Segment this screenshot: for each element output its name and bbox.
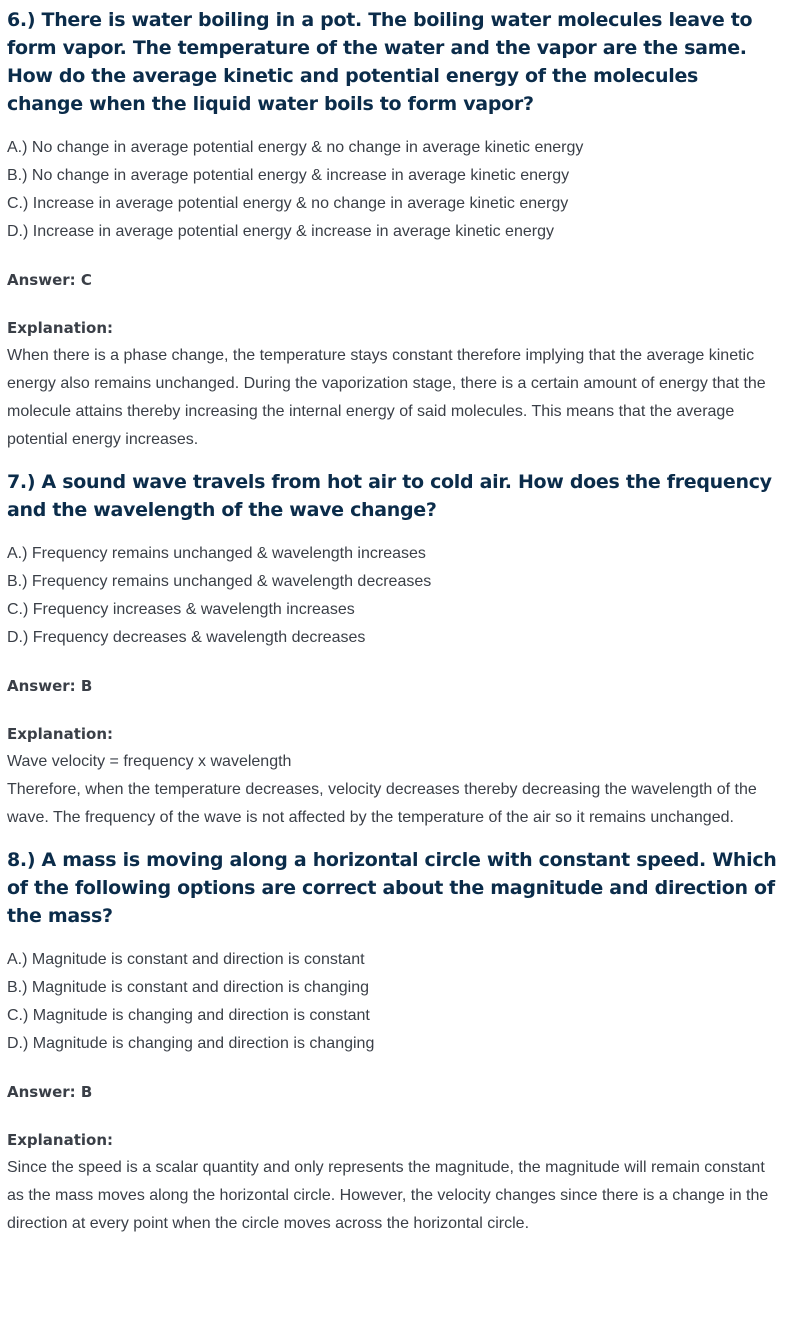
question-title: 7.) A sound wave travels from hot air to cold air. How does the frequency and the wavelength of the wave change?	[7, 471, 772, 521]
option-a: A.) No change in average potential energy & no change in average kinetic energy	[7, 139, 584, 156]
question-6	[7, 6, 780, 454]
explanation-label: Explanation:	[7, 319, 114, 337]
option-b: B.) Frequency remains unchanged & wavelength decreases	[7, 573, 432, 590]
explanation-text: Therefore, when the temperature decreases, velocity decreases thereby decreasing the wavelength of the wave. The frequency of the wave is not affected by the temperature of the air so it remains unchanged.	[7, 781, 757, 826]
option-a: A.) Frequency remains unchanged & wavelength increases	[7, 545, 426, 562]
option-d: D.) Magnitude is changing and direction is changing	[7, 1035, 375, 1052]
option-a: A.) Magnitude is constant and direction is constant	[7, 951, 365, 968]
explanation-text: When there is a phase change, the temperature stays constant therefore implying that the average kinetic energy also remains unchanged. During the vaporization stage, there is a certain amount of energy that the molecule attains thereby increasing the internal energy of said molecules. This means that the average potential energy increases.	[7, 347, 766, 448]
explanation-text: Since the speed is a scalar quantity and only represents the magnitude, the magnitude will remain constant as the mass moves along the horizontal circle. However, the velocity changes since there is a change in the direction at every point when the circle moves across the horizontal circle.	[7, 1159, 769, 1232]
option-b: B.) No change in average potential energy & increase in average kinetic energy	[7, 167, 570, 184]
explanation-label: Explanation:	[7, 725, 114, 743]
option-d: D.) Frequency decreases & wavelength decreases	[7, 629, 366, 646]
options-list	[7, 134, 780, 246]
explanation-formula: Wave velocity = frequency x wavelength	[7, 753, 292, 770]
option-c: C.) Magnitude is changing and direction is constant	[7, 1007, 370, 1024]
answer: Answer: B	[7, 677, 93, 695]
answer: Answer: C	[7, 271, 92, 289]
option-d: D.) Increase in average potential energy & increase in average kinetic energy	[7, 223, 554, 240]
options-list	[7, 946, 780, 1058]
question-8	[7, 846, 780, 1238]
question-7	[7, 468, 780, 832]
question-title: 8.) A mass is moving along a horizontal circle with constant speed. Which of the following options are correct about the magnitude and direction of the mass?	[7, 849, 777, 927]
option-c: C.) Frequency increases & wavelength increases	[7, 601, 355, 618]
question-title: 6.) There is water boiling in a pot. The boiling water molecules leave to form vapor. The temperature of the water and the vapor are the same. How do the average kinetic and potential energy of the molecules change when the liquid water boils to form vapor?	[7, 9, 753, 115]
option-c: C.) Increase in average potential energy & no change in average kinetic energy	[7, 195, 569, 212]
answer: Answer: B	[7, 1083, 93, 1101]
explanation-label: Explanation:	[7, 1131, 114, 1149]
options-list	[7, 540, 780, 652]
option-b: B.) Magnitude is constant and direction is changing	[7, 979, 369, 996]
